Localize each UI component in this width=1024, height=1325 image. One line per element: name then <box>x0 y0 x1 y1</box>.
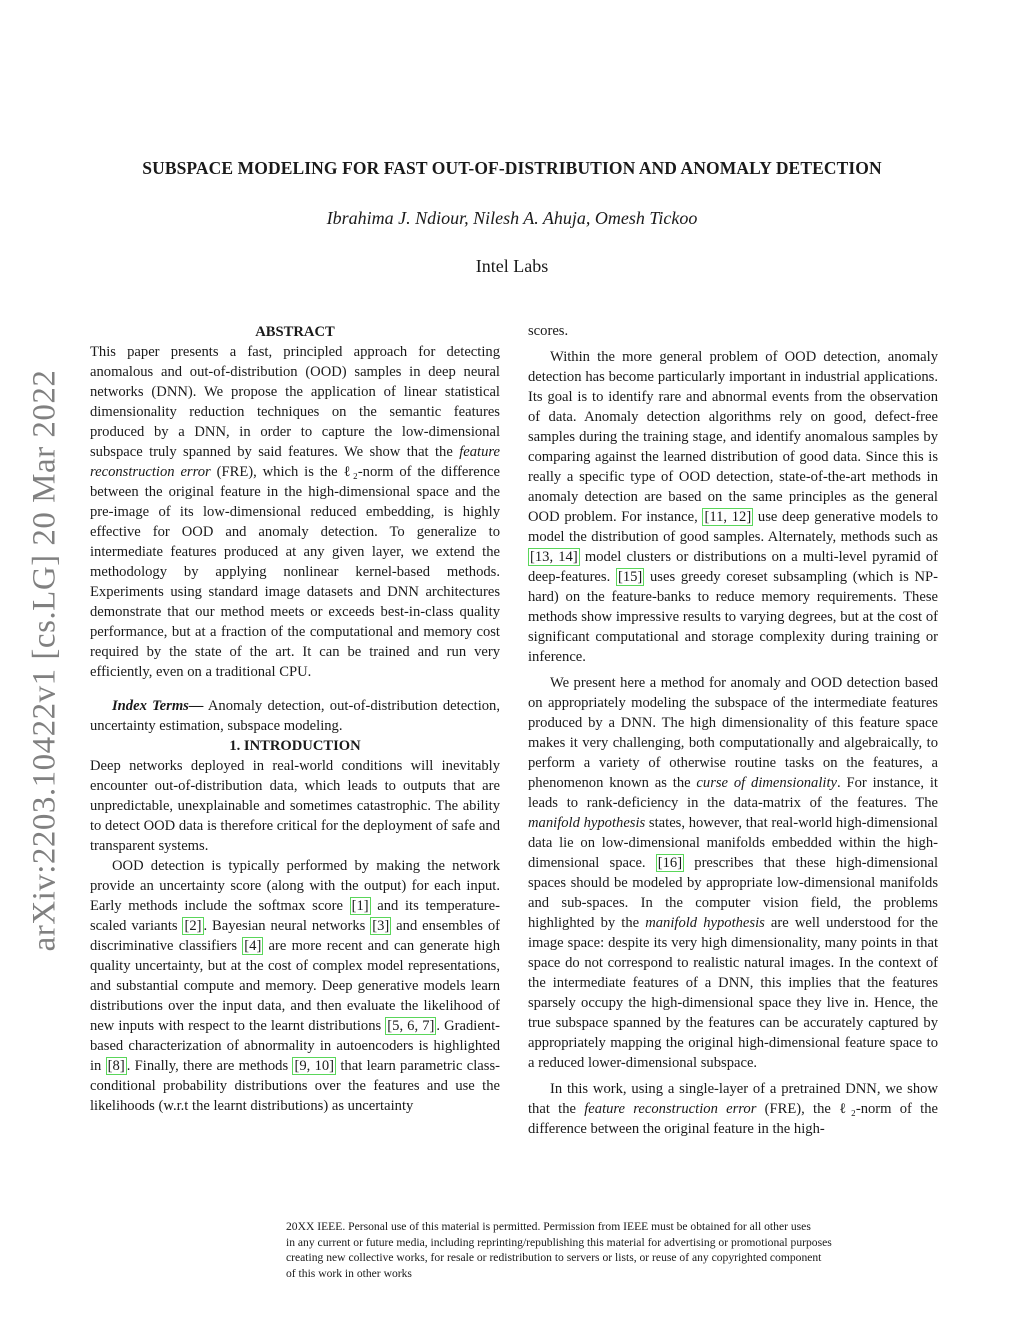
paper-authors: Ibrahima J. Ndiour, Nilesh A. Ahuja, Omesh Tickoo <box>326 208 698 228</box>
citation-link[interactable]: [13, 14] <box>530 549 578 565</box>
paper-affiliation: Intel Labs <box>475 256 549 276</box>
arxiv-id-text: arXiv:2203.10422v1 [cs.LG] 20 Mar 2022 <box>26 369 63 951</box>
intro-heading: 1. INTRODUCTION <box>229 738 361 754</box>
citation-link[interactable]: [2] <box>184 918 202 934</box>
index-terms-label: Index Terms— <box>112 698 204 714</box>
intro-paragraph-5: In this work, using a single-layer of a pretrained DNN, we show that the feature reconstruction error (FRE), the ℓ₂-norm of the difference between the original feature in the high- <box>528 1081 938 1137</box>
citation-link[interactable]: [5, 6, 7] <box>387 1018 435 1034</box>
index-terms: Index Terms— Anomaly detection, out-of-distribution detection, uncertainty estimation, subspace modeling. <box>90 698 500 734</box>
citation-link[interactable]: [8] <box>107 1058 125 1074</box>
intro-paragraph-2-continued: scores. <box>528 323 569 339</box>
abstract-heading: ABSTRACT <box>255 324 335 340</box>
paper-title: SUBSPACE MODELING FOR FAST OUT-OF-DISTRIBUTION AND ANOMALY DETECTION <box>142 158 882 178</box>
footer-line: creating new collective works, for resale or redistribution to servers or lists, or reuse of any copyrighted component <box>286 1251 822 1264</box>
intro-paragraph-2: OOD detection is typically performed by making the network provide an uncertainty score (along with the output) for each input. Early methods include the softmax score [1] and its temperature-scaled variants [2] . Bayesian neural networks [3] and ensembles of discriminative classifiers [4] are more recent and can generate high quality uncertainty, but at the cost of complex model representations, and substantial compute and memory. Deep generative models learn distributions over the input data, and then evaluate the likelihood of new inputs with respect to the learnt distributions [5, 6, 7] . Gradient-based characterization of abnormality in autoencoders is highlighted in [8] . Finally, there are methods [9, 10] that learn parametric class-conditional probability distributions over the features and use the likelihoods (w.r.t the learnt distributions) as uncertainty <box>90 858 501 1114</box>
citation-link[interactable]: [4] <box>244 938 262 954</box>
left-column <box>90 322 500 1116</box>
copyright-footer <box>286 1219 926 1281</box>
arxiv-identifier <box>20 350 70 970</box>
citation-link[interactable]: [1] <box>351 898 369 914</box>
intro-paragraph-4: We present here a method for anomaly and OOD detection based on appropriately modeling the subspace of the intermediate features produced by a DNN. The high dimensionality of this feature space makes it very challenging, both computationally and algebraically, to perform a variety of otherwise routine tasks on the features, a phenomenon known as the curse of dimensionality. For instance, it leads to rank-deficiency in the data-matrix of the features. The manifold hypothesis states, however, that real-world high-dimensional data lie on low-dimensional manifolds embedded within the high-dimensional space. [16] prescribes that these high-dimensional spaces should be modeled by appropriate low-dimensional manifolds and sub-spaces. In the computer vision field, the problems highlighted by the manifold hypothesis are well understood for the image space: despite its very high dimensionality, many points in that space do not correspond to realistic natural images. In the context of the intermediate features of a DNN, this implies that the features sparsely occupy the high-dimensional space they live in. Hence, the true subspace spanned by the features can be accurately captured by appropriately mapping the original high-dimensional feature space to a reduced lower-dimensional subspace. <box>528 675 938 1071</box>
footer-line: of this work in other works <box>286 1266 412 1280</box>
footer-line: 20XX IEEE. Personal use of this material is permitted. Permission from IEEE must be obtained for all other uses <box>286 1220 811 1233</box>
intro-paragraph-3: Within the more general problem of OOD detection, anomaly detection has become particularly important in industrial applications. Its goal is to identify rare and abnormal events from the observation of data. Anomaly detection algorithms rely on good, defect-free samples during the training stage, and identify anomalous samples by comparing against the learned distribution of good data. Since this is really a specific type of OOD detection, state-of-the-art methods in anomaly detection are based on the same principles as the general OOD problem. For instance, [11, 12] use deep generative models to model the distribution of good samples. Alternately, methods such as [13, 14] model clusters or distributions on a multi-level pyramid of deep-features. [15] uses greedy coreset subsampling (which is NP-hard) on the feature-banks to reduce memory requirements. These methods show impressive results to varying degrees, but at the cost of significant computational and storage complexity during training or inference. <box>528 349 938 665</box>
citation-link[interactable]: [9, 10] <box>294 1058 335 1074</box>
abstract-text: This paper presents a fast, principled approach for detecting anomalous and out-of-distribution (OOD) samples in deep neural networks (DNN). We propose the application of linear statistical dimensionality reduction techniques on the semantic features produced by a DNN, in order to capture the low-dimensional subspace truly spanned by said features. We show that the feature reconstruction error (FRE), which is the ℓ₂-norm of the difference between the original feature in the high-dimensional space and the pre-image of its low-dimensional reduced embedding, is highly effective for OOD and anomaly detection. To generalize to intermediate features produced at any given layer, we extend the methodology by applying nonlinear kernel-based methods. Experiments using standard image datasets and DNN architectures demonstrate that our method meets or exceeds best-in-class quality performance, but at a fraction of the computational and memory cost required by the state of the art. It can be trained and run very efficiently, even on a traditional CPU. <box>90 344 500 680</box>
footer-line: in any current or future media, including reprinting/republishing this material for advertising or promotional purposes <box>286 1235 832 1249</box>
right-column <box>528 321 938 1139</box>
citation-link[interactable]: [11, 12] <box>704 509 752 525</box>
intro-paragraph-1: Deep networks deployed in real-world conditions will inevitably encounter out-of-distribution data, which leads to outputs that are unpredictable, unexplainable and sometimes catastrophic. The ability to detect OOD data is therefore critical for the deployment of safe and transparent systems. <box>90 758 500 854</box>
citation-link[interactable]: [16] <box>657 855 683 871</box>
citation-link[interactable]: [15] <box>617 569 643 585</box>
citation-link[interactable]: [3] <box>372 918 390 934</box>
